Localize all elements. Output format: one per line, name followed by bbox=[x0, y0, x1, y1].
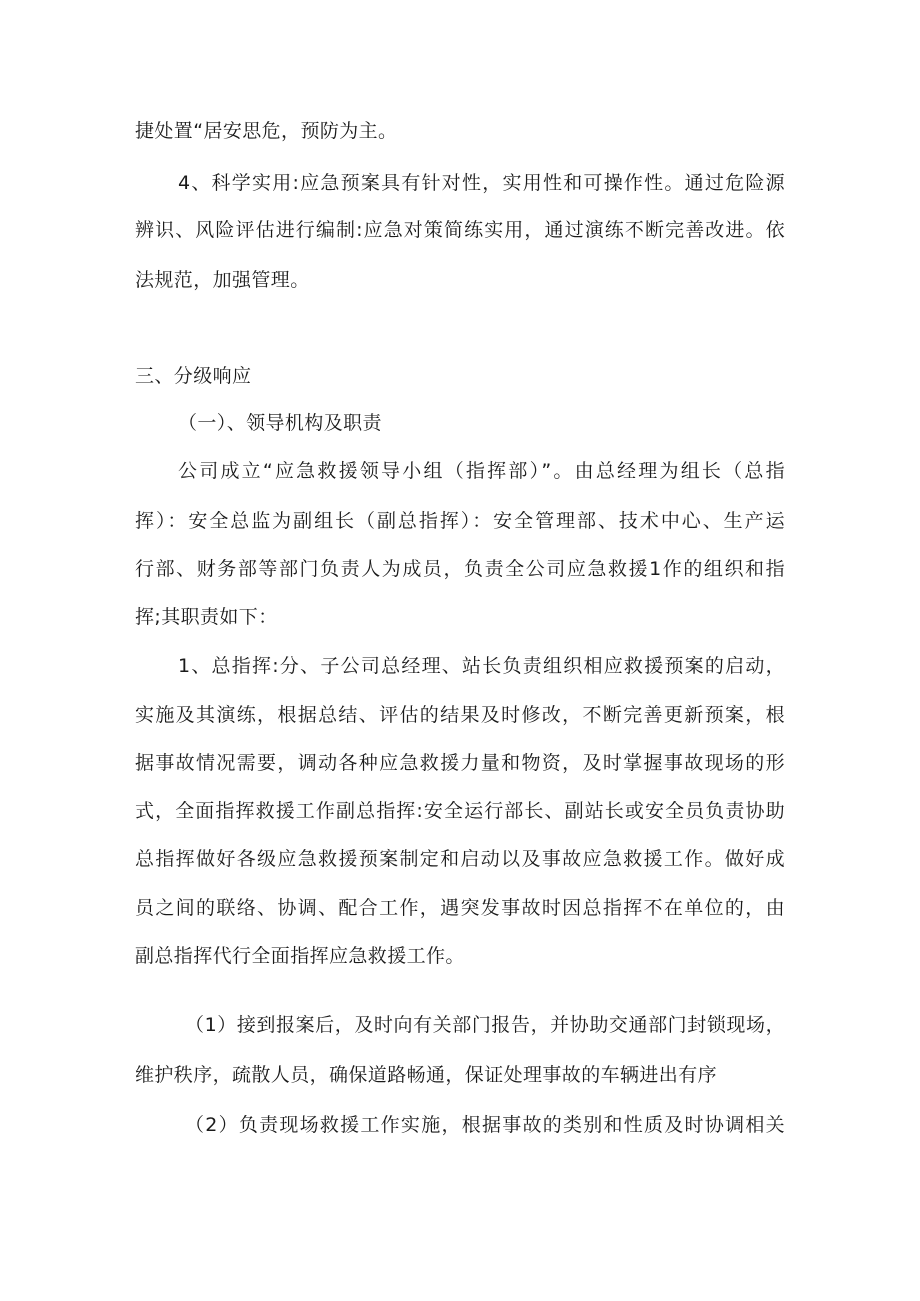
paragraph-company-line-2: 挥）：安全总监为副组长（副总指挥）：安全管理部、技术中心、生产运 bbox=[135, 510, 785, 532]
paragraph-4-line-3: 法规范，加强管理。 bbox=[135, 269, 310, 291]
paragraph-commander-line-2: 实施及其演练，根据总结、评估的结果及时修改，不断完善更新预案，根 bbox=[135, 704, 785, 726]
paragraph-commander-line-7: 副总指挥代行全面指挥应急救援工作。 bbox=[135, 945, 465, 967]
paragraph-commander-line-3: 据事故情况需要，调动各种应急救援力量和物资，及时掌握事故现场的形 bbox=[135, 752, 785, 774]
paragraph-4-line-1: 4、科学实用:应急预案具有针对性，实用性和可操作性。通过危险源 bbox=[178, 172, 785, 194]
item-1-line-2: 维护秩序，疏散人员，确保道路畅通，保证处理事故的车辆进出有序 bbox=[135, 1064, 718, 1086]
paragraph-4-line-2: 辨识、风险评估进行编制:应急对策简练实用，通过演练不断完善改进。依 bbox=[135, 219, 785, 241]
section-heading: 三、分级响应 bbox=[135, 365, 252, 387]
paragraph-company-line-3: 行部、财务部等部门负责人为成员，负责全公司应急救援1作的组织和指 bbox=[135, 558, 785, 580]
item-2-line-1: （2）负责现场救援工作实施，根据事故的类别和性质及时协调相关 bbox=[185, 1114, 785, 1136]
paragraph-commander-line-1: 1、总指挥:分、子公司总经理、站长负责组织相应救援预案的启动， bbox=[178, 655, 785, 677]
paragraph-company-line-1: 公司成立“应急救援领导小组（指挥部）”。由总经理为组长（总指 bbox=[178, 460, 785, 482]
paragraph-company-line-4: 挥;其职责如下： bbox=[135, 606, 278, 628]
paragraph-commander-line-5: 总指挥做好各级应急救援预案制定和启动以及事故应急救援工作。做好成 bbox=[135, 848, 785, 870]
subsection-heading: （一）、领导机构及职责 bbox=[178, 412, 382, 434]
paragraph-commander-line-6: 员之间的联络、协调、配合工作，遇突发事故时因总指挥不在单位的，由 bbox=[135, 897, 785, 919]
paragraph-commander-line-4: 式，全面指挥救援工作副总指挥:安全运行部长、副站长或安全员负责协助 bbox=[135, 800, 785, 822]
item-1-line-1: （1）接到报案后，及时向有关部门报告，并协助交通部门封锁现场， bbox=[185, 1014, 785, 1036]
paragraph-continuation-line: 捷处置“居安思危，预防为主。 bbox=[135, 120, 398, 142]
